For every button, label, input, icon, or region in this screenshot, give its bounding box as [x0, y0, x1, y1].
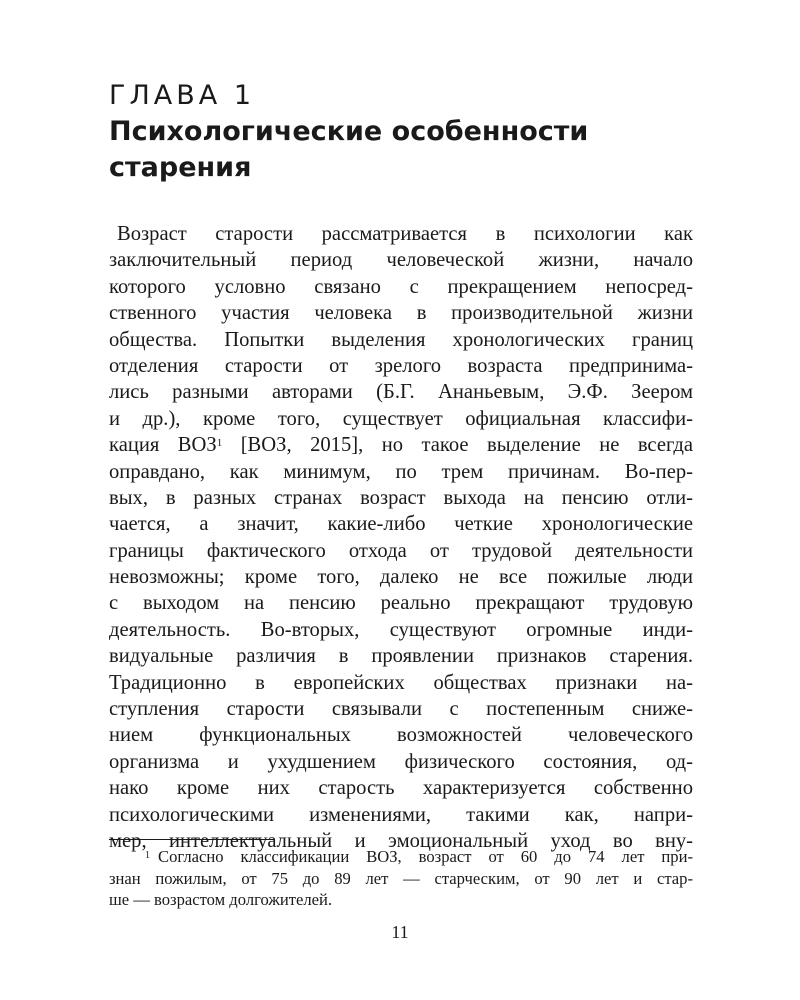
body-line: лись разными авторами (Б.Г. Ананьевым, Э.Ф. Зеером	[109, 381, 693, 404]
body-line: с выходом на пенсию реально прекращают трудовую	[109, 592, 693, 615]
body-line: и др.), кроме того, существует официальная классифи-	[109, 407, 693, 430]
page-number: 11	[391, 922, 409, 942]
body-line: ступления старости связывали с постепенным сниже-	[109, 698, 693, 721]
body-line: границы фактического отхода от трудовой деятельности	[109, 539, 693, 562]
footnote-reference: 1	[216, 437, 223, 450]
footnote-line-text: Согласно классификации ВОЗ, возраст от 60 до 74 лет при-	[158, 847, 693, 866]
footnote-line: ше — возрастом долгожителей.	[109, 890, 333, 909]
body-line-with-footnote-ref	[109, 432, 693, 458]
body-line: деятельность. Во-вторых, существуют огромные инди-	[109, 618, 693, 641]
body-line: общества. Попытки выделения хронологических границ	[109, 328, 693, 351]
footnote-divider	[109, 839, 274, 840]
body-line-tail: [ВОЗ, 2015], но такое выделение не всегда	[222, 434, 694, 457]
body-line: отделения старости от зрелого возраста предпринима-	[109, 354, 693, 377]
body-line: оправдано, как минимум, по трем причинам. Во-пер-	[109, 460, 693, 483]
body-line: чается, а значит, какие-либо четкие хронологические	[109, 513, 693, 536]
body-line: невозможны; кроме того, далеко не все пожилые люди	[109, 566, 693, 589]
footnote-marker: 1	[145, 850, 150, 861]
body-line: которого условно связано с прекращением непосред-	[109, 275, 693, 298]
chapter-title-line: Психологические особенности	[109, 116, 589, 147]
body-line: Возраст старости рассматривается в психологии как	[117, 223, 693, 245]
body-line: вых, в разных странах возраст выхода на пенсию отли-	[109, 486, 693, 509]
body-line: психологическими изменениями, такими как, напри-	[109, 803, 693, 826]
chapter-title	[109, 114, 709, 186]
chapter-label: ГЛАВА 1	[109, 80, 255, 111]
chapter-title-line: старения	[109, 152, 252, 183]
body-line: ственного участия человека в производительной жизни	[109, 302, 693, 325]
footnote-line	[109, 846, 693, 868]
body-line: мер, интеллектуальный и эмоциональный уход во вну-	[109, 829, 693, 852]
body-line: организма и ухудшением физического состояния, од-	[109, 750, 693, 773]
footnote-line: знан пожилым, от 75 до 89 лет — старческим, от 90 лет и стар-	[109, 868, 693, 888]
body-line: видуальные различия в проявлении признаков старения.	[109, 645, 693, 668]
body-line: заключительный период человеческой жизни, начало	[109, 249, 693, 272]
body-line-head: кация ВОЗ	[109, 434, 217, 457]
body-line: нием функциональных возможностей человеческого	[109, 724, 693, 747]
footnote	[109, 846, 693, 911]
body-text	[109, 221, 693, 854]
body-line: Традиционно в европейских обществах признаки на-	[109, 671, 693, 694]
body-line: нако кроме них старость характеризуется собственно	[109, 777, 693, 800]
